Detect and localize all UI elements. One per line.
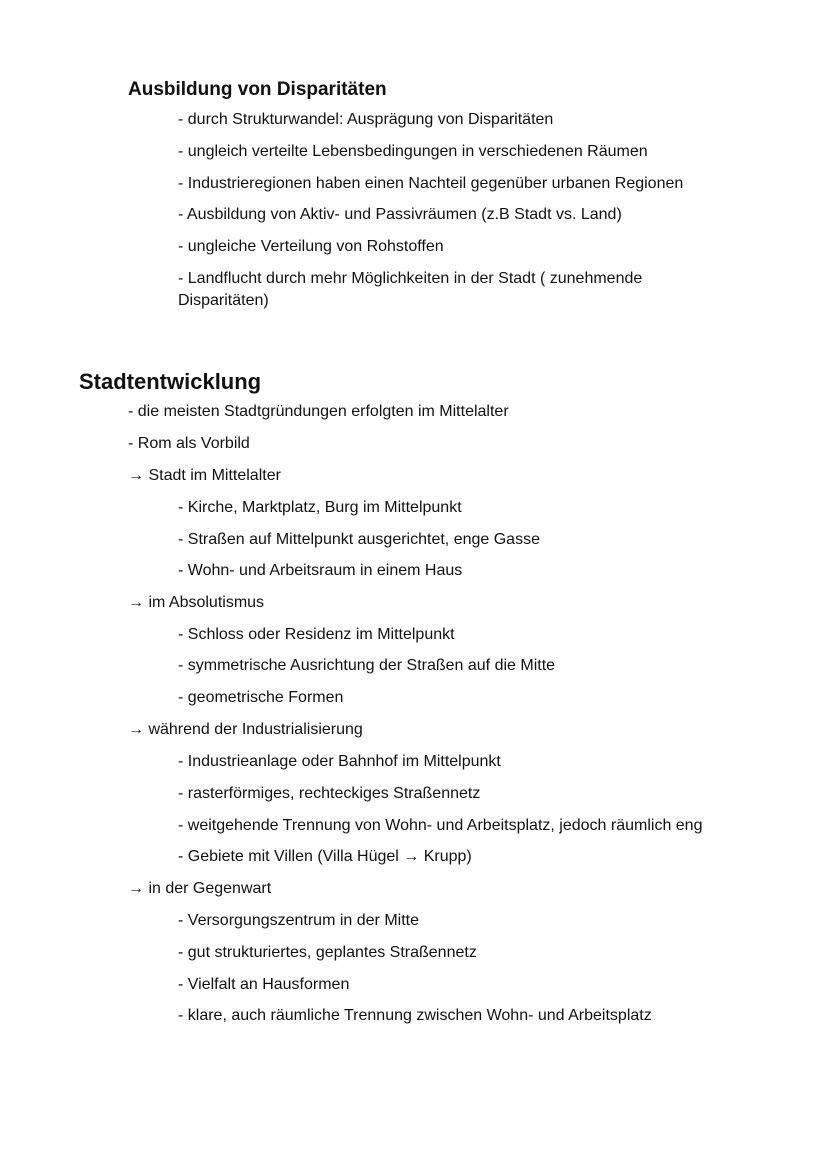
list-item: - durch Strukturwandel: Ausprägung von Disparitäten [178, 111, 554, 128]
list-item: - Schloss oder Residenz im Mittelpunkt [178, 626, 455, 643]
list-item: - Ausbildung von Aktiv- und Passivräumen (z.B Stadt vs. Land) [178, 206, 622, 223]
list-item: - rasterförmiges, rechteckiges Straßennetz [178, 785, 481, 802]
list-item: - Vielfalt an Hausformen [178, 976, 350, 993]
list-item: - symmetrische Ausrichtung der Straßen auf die Mitte [178, 657, 556, 674]
list-item: - ungleich verteilte Lebensbedingungen in verschiedenen Räumen [178, 143, 648, 160]
list-item: - Gebiete mit Villen (Villa Hügel → Krupp) [178, 848, 472, 865]
era-heading: → Stadt im Mittelalter [128, 467, 281, 484]
list-item: - Landflucht durch mehr Möglichkeiten in der Stadt ( zunehmende Disparitäten) [178, 270, 643, 309]
list-item: - klare, auch räumliche Trennung zwischen Wohn- und Arbeitsplatz [178, 1007, 652, 1024]
section-title-urban-development: Stadtentwicklung [79, 369, 262, 394]
list-item: - Kirche, Marktplatz, Burg im Mittelpunkt [178, 499, 462, 516]
list-item: - weitgehende Trennung von Wohn- und Arbeitsplatz, jedoch räumlich eng [178, 817, 703, 834]
list-item: - gut strukturiertes, geplantes Straßennetz [178, 944, 477, 961]
list-item: - Industrieanlage oder Bahnhof im Mittelpunkt [178, 753, 501, 770]
section-title-disparities: Ausbildung von Disparitäten [128, 79, 387, 100]
era-heading: → in der Gegenwart [128, 880, 272, 897]
era-heading: → während der Industrialisierung [128, 721, 363, 738]
list-item: - Rom als Vorbild [128, 435, 250, 452]
list-item: - geometrische Formen [178, 689, 344, 706]
list-item: - Straßen auf Mittelpunkt ausgerichtet, enge Gasse [178, 531, 540, 548]
list-item: - die meisten Stadtgründungen erfolgten im Mittelalter [128, 403, 509, 420]
era-heading: → im Absolutismus [128, 594, 265, 611]
list-item: - Wohn- und Arbeitsraum in einem Haus [178, 562, 463, 579]
list-item: - Versorgungszentrum in der Mitte [178, 912, 419, 929]
list-item: - ungleiche Verteilung von Rohstoffen [178, 238, 444, 255]
list-item: - Industrieregionen haben einen Nachteil gegenüber urbanen Regionen [178, 175, 684, 192]
